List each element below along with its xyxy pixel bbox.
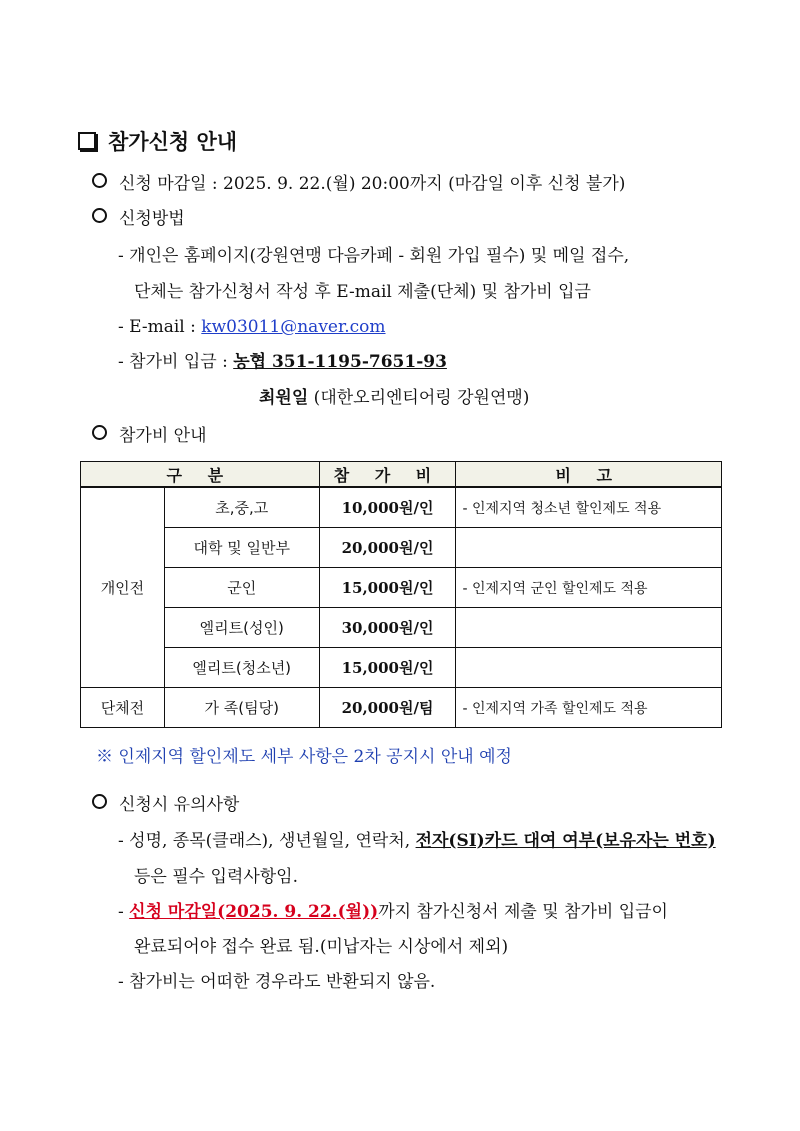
table-header-row [81, 462, 722, 488]
method-line-2: 단체는 참가신청서 작성 후 E-mail 제출(단체) 및 참가비 입금 [134, 282, 591, 302]
caution-line-3 [118, 900, 668, 924]
caution-line-4: 완료되어야 접수 완료 됨.(미납자는 시상에서 제외) [134, 937, 509, 957]
table-row [81, 608, 722, 648]
payment-line [118, 350, 447, 374]
row-category: 엘리트(청소년) [164, 648, 319, 688]
payment-prefix: - 참가비 입금 : [118, 352, 234, 372]
row-note: - 인제지역 군인 할인제도 적용 [456, 568, 722, 608]
holder-org: (대한오리엔티어링 강원연맹) [308, 388, 530, 408]
caution-line-1 [118, 829, 716, 853]
row-fee: 15,000원/인 [319, 568, 456, 608]
table-row [81, 648, 722, 688]
row-fee: 20,000원/인 [319, 528, 456, 568]
row-note: - 인제지역 가족 할인제도 적용 [456, 688, 722, 728]
cautions-heading-text: 신청시 유의사항 [119, 795, 240, 815]
table-row [81, 568, 722, 608]
table-row [81, 528, 722, 568]
account-holder [259, 386, 529, 410]
group-team: 단체전 [81, 688, 165, 728]
cautions-heading [92, 793, 239, 817]
table-row [81, 688, 722, 728]
circle-bullet-icon [92, 208, 107, 223]
circle-bullet-icon [92, 794, 107, 809]
section-title [78, 130, 237, 154]
row-category: 군인 [164, 568, 319, 608]
fee-table [80, 461, 722, 728]
row-fee: 30,000원/인 [319, 608, 456, 648]
bank-account: 농협 351-1195-7651-93 [233, 352, 447, 372]
header-category: 구 분 [81, 462, 320, 488]
row-note [456, 648, 722, 688]
email-prefix: - E-mail : [118, 317, 202, 337]
method-heading-text: 신청방법 [119, 209, 185, 229]
header-note: 비 고 [456, 462, 722, 488]
method-line-1: - 개인은 홈페이지(강원연맹 다음카페 - 회원 가입 필수) 및 메일 접수, [118, 246, 630, 266]
email-line [118, 315, 386, 339]
email-link[interactable]: kw03011@naver.com [201, 317, 386, 337]
row-note [456, 528, 722, 568]
header-fee: 참 가 비 [319, 462, 456, 488]
caution-dash: - [118, 902, 130, 922]
deadline-emphasis: 신청 마감일(2025. 9. 22.(월)) [129, 902, 379, 922]
holder-name: 최원일 [259, 388, 309, 408]
row-note: - 인제지역 청소년 할인제도 적용 [456, 487, 722, 528]
table-row [81, 487, 722, 528]
deadline-item [92, 172, 625, 196]
section-title-text: 참가신청 안내 [108, 130, 238, 154]
row-fee: 15,000원/인 [319, 648, 456, 688]
fee-heading-text: 참가비 안내 [119, 426, 207, 446]
method-heading [92, 207, 185, 231]
row-fee: 10,000원/인 [319, 487, 456, 528]
caution-line-1-text: - 성명, 종목(클래스), 생년월일, 연락처, [118, 831, 416, 851]
caution-line-5: - 참가비는 어떠한 경우라도 반환되지 않음. [118, 972, 436, 992]
row-category: 초,중,고 [164, 487, 319, 528]
row-category: 대학 및 일반부 [164, 528, 319, 568]
row-category: 엘리트(성인) [164, 608, 319, 648]
row-category: 가 족(팀당) [164, 688, 319, 728]
caution-line-2: 등은 필수 입력사항임. [134, 867, 299, 887]
circle-bullet-icon [92, 425, 107, 440]
fee-heading [92, 424, 207, 448]
group-individual: 개인전 [81, 487, 165, 688]
deadline-text: 신청 마감일 : 2025. 9. 22.(월) 20:00까지 (마감일 이후 신청 불가) [119, 174, 626, 194]
checkbox-square-icon [78, 132, 96, 150]
caution-line-3-rest: 까지 참가신청서 제출 및 참가비 입금이 [378, 902, 668, 922]
circle-bullet-icon [92, 173, 107, 188]
row-fee: 20,000원/팀 [319, 688, 456, 728]
row-note [456, 608, 722, 648]
si-card-emphasis: 전자(SI)카드 대여 여부(보유자는 번호) [415, 831, 716, 851]
discount-note: ※ 인제지역 할인제도 세부 사항은 2차 공지시 안내 예정 [96, 747, 512, 767]
